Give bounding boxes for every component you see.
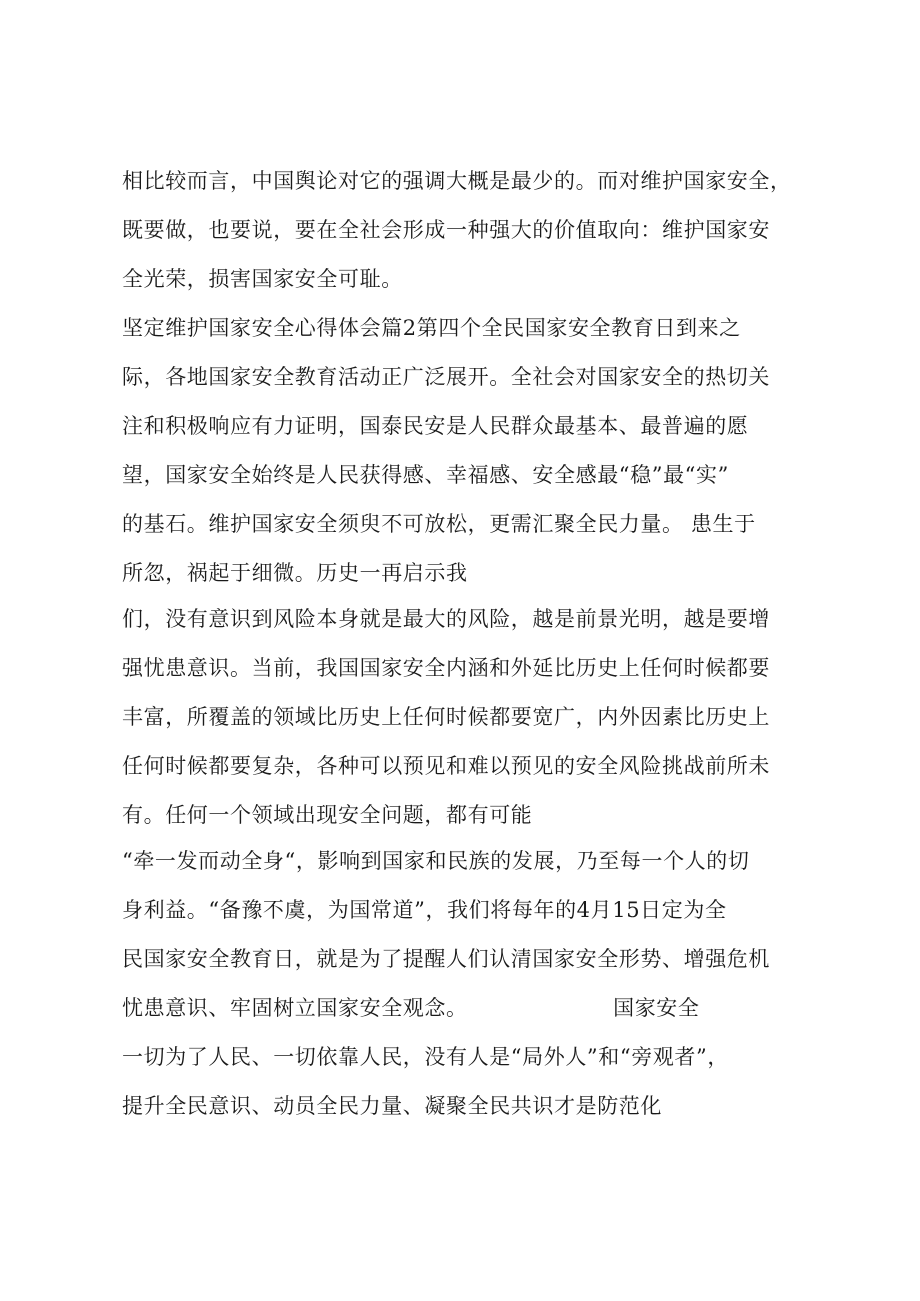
text-line: 际，各地国家安全教育活动正广泛展开。全社会对国家安全的热切关 (122, 365, 770, 389)
text-line: 相比较而言，中国舆论对它的强调大概是最少的。而对维护国家安全， (122, 169, 792, 193)
text-line: 坚定维护国家安全心得体会篇2第四个全民国家安全教育日到来之 (122, 316, 741, 340)
text-line: 有。任何一个领域出现安全问题，都有可能 (122, 803, 533, 827)
text-line: 既要做，也要说，要在全社会形成一种强大的价值取向：维护国家安 (122, 218, 770, 242)
text-line: 全光荣，损害国家安全可耻。 (122, 267, 403, 291)
text-line: 提升全民意识、动员全民力量、凝聚全民共识才是防范化 (122, 1094, 662, 1118)
text-line: 一切为了人民、一切依靠人民，没有人是“局外人”和“旁观者”， (122, 1045, 729, 1069)
text-line: 强忧患意识。当前，我国国家安全内涵和外延比历史上任何时候都要 (122, 656, 770, 680)
text-line: 们，没有意识到风险本身就是最大的风险，越是前景光明，越是要增 (122, 607, 770, 631)
text-line: 忧患意识、牢固树立国家安全观念。 国家安全 (122, 996, 700, 1020)
text-line: 望，国家安全始终是人民获得感、幸福感、安全感最“稳”最“实” (122, 463, 729, 487)
text-line: 民国家安全教育日，就是为了提醒人们认清国家安全形势、增强危机 (122, 947, 770, 971)
text-line: “牵一发而动全身“，影响到国家和民族的发展，乃至每一个人的切 (122, 849, 750, 873)
text-line: 丰富，所覆盖的领域比历史上任何时候都要宽广，内外因素比历史上 (122, 705, 770, 729)
text-line: 所忽，祸起于细微。历史一再启示我 (122, 561, 468, 585)
text-line: 任何时候都要复杂，各种可以预见和难以预见的安全风险挑战前所未 (122, 754, 770, 778)
text-line: 身利益。“备豫不虞，为国常道”，我们将每年的4月15日定为全 (122, 898, 727, 922)
text-line: 的基石。维护国家安全须臾不可放松，更需汇聚全民力量。 患生于 (122, 512, 756, 536)
text-line: 注和积极响应有力证明，国泰民安是人民群众最基本、最普遍的愿 (122, 414, 749, 438)
